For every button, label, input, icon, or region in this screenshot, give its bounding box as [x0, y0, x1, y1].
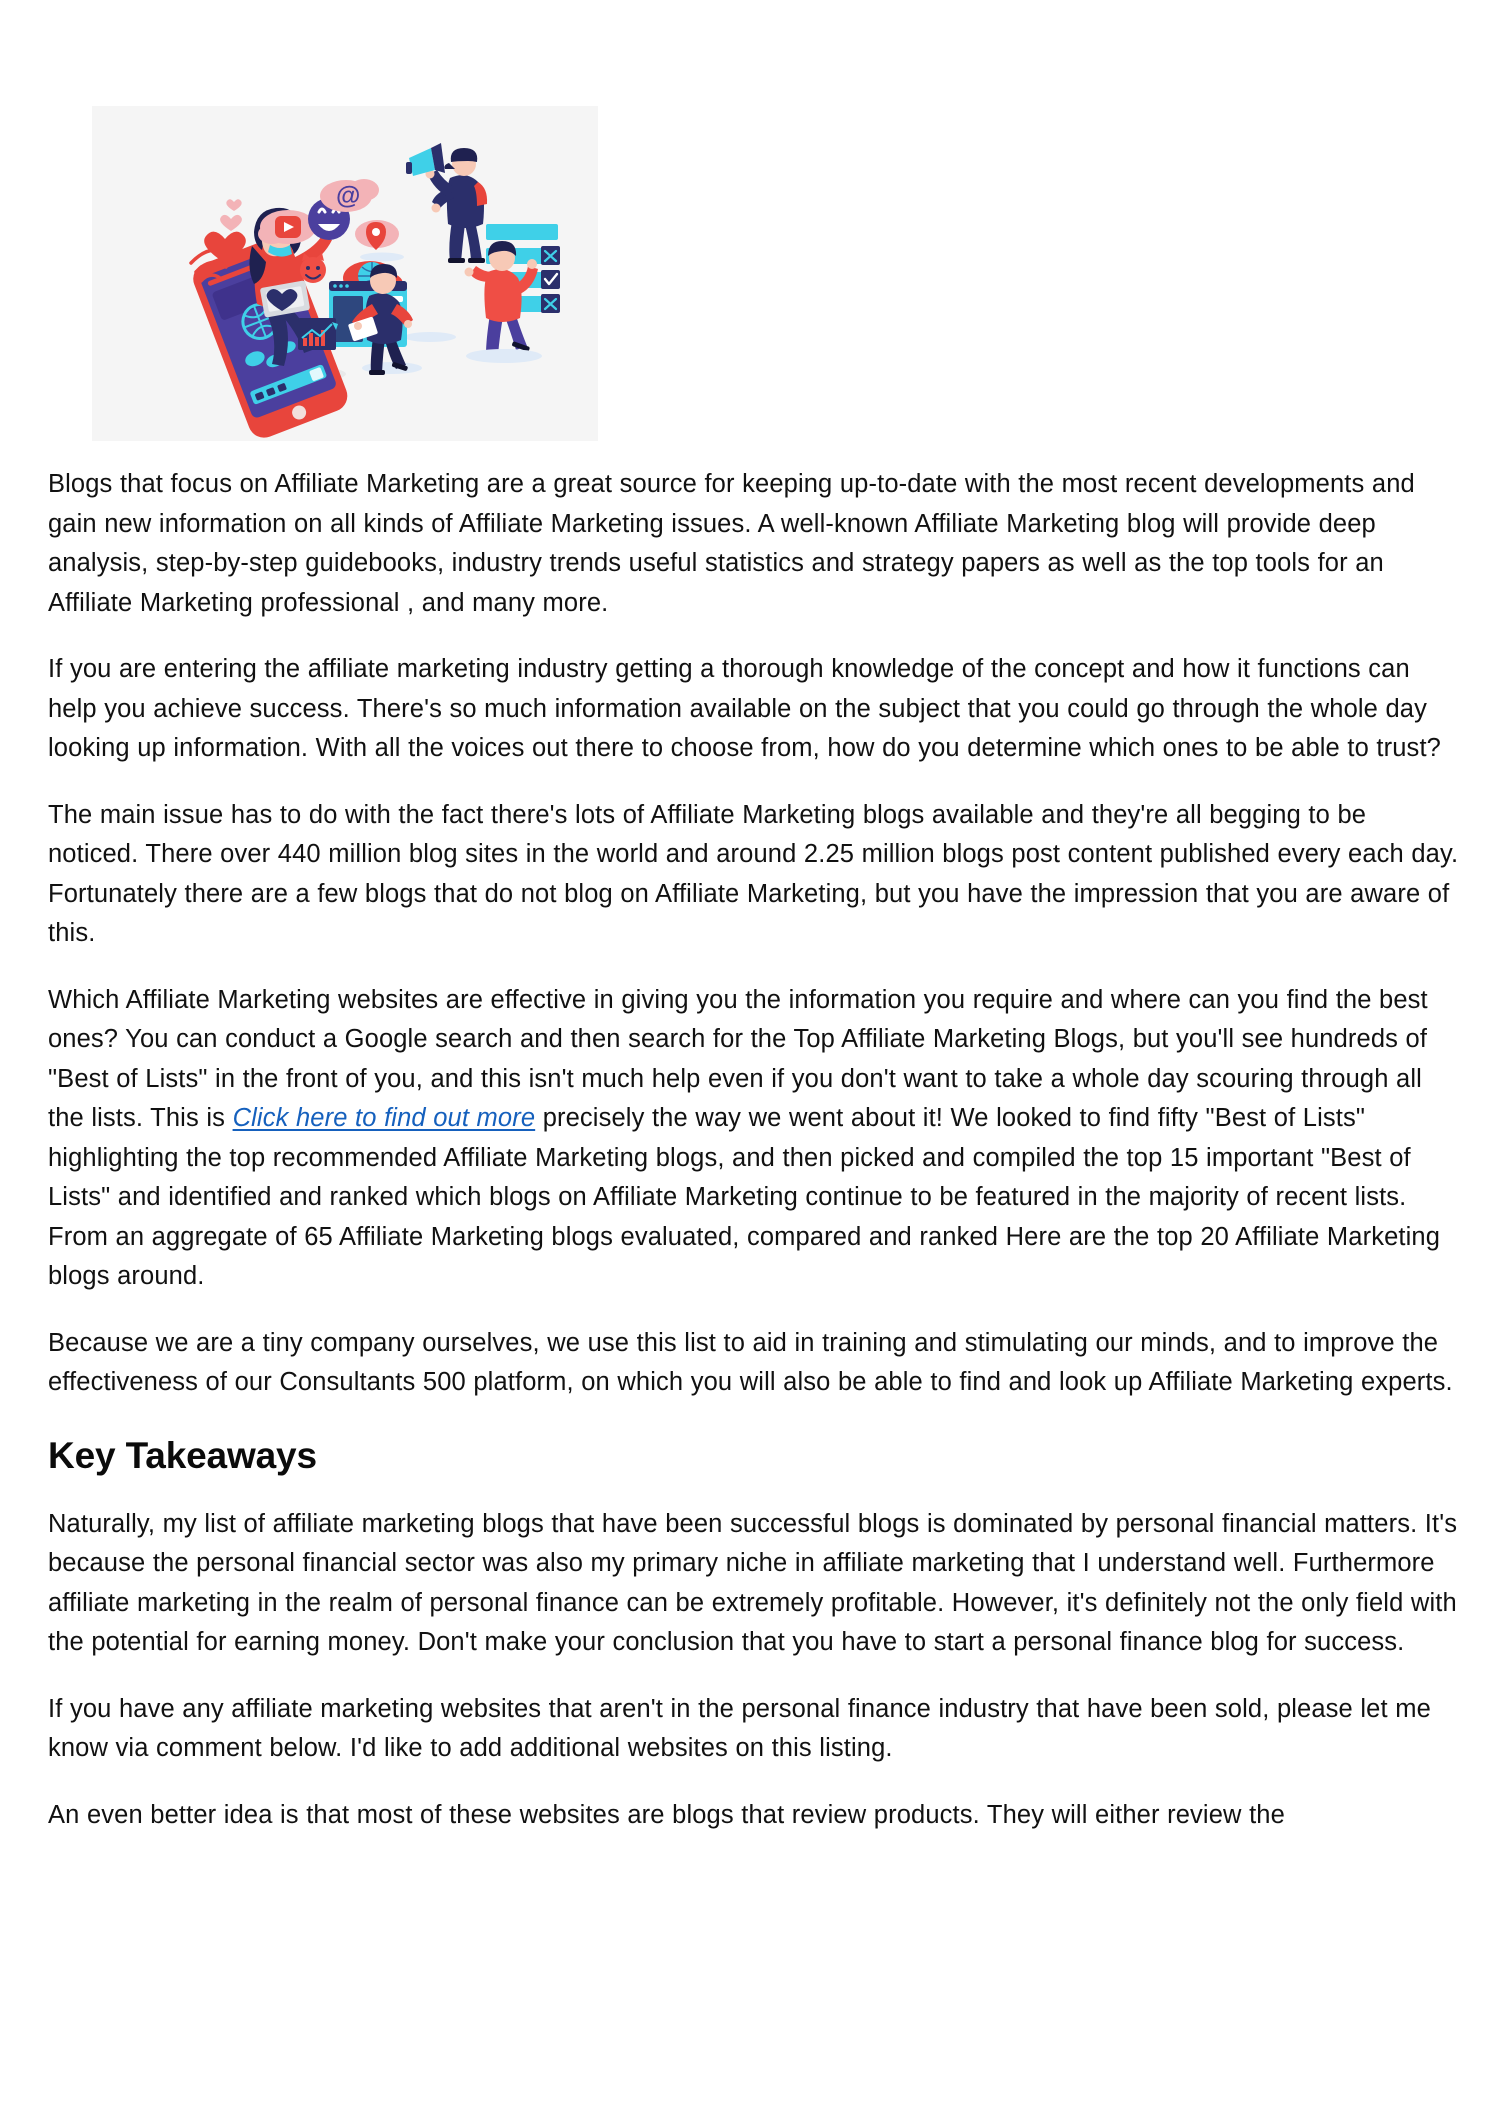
- hero-illustration: [92, 106, 598, 441]
- paragraph-4: [48, 981, 1463, 1297]
- social-media-illustration-graphic: [92, 106, 598, 441]
- paragraph-4-text-after-link: precisely the way we went about it! We looked to find fifty "Best of Lists" highlighting the top recommended Affiliate Marketing blogs, and then picked and compiled the top 15 important "Best of Lists" and identified and ranked which blogs on Affiliate Marketing continue to be featured in the majority of recent lists. From an aggregate of 65 Affiliate Marketing blogs evaluated, compared and ranked Here are the top 20 Affiliate Marketing blogs around.: [48, 1104, 1441, 1290]
- article-body: [48, 465, 1463, 1835]
- click-here-to-find-out-more-link[interactable]: Click here to find out more: [232, 1104, 536, 1132]
- paragraph-4-text-before-link: Which Affiliate Marketing websites are effective in giving you the information you require and where can you find the best ones? You can conduct a Google search and then search for the Top Affiliate Marketing Blogs, but you'll see hundreds of "Best of Lists" in the front of you, and this isn't much help even if you don't want to take a whole day scouring through all the lists. This is: [48, 985, 1428, 1132]
- paragraph-8: An even better idea is that most of these websites are blogs that review products. They will either review the: [48, 1800, 1285, 1829]
- paragraph-6: Naturally, my list of affiliate marketing blogs that have been successful blogs is dominated by personal financial matters. It's because the personal financial sector was also my primary niche in affiliate marketing that I understand well. Furthermore affiliate marketing in the realm of personal finance can be extremely profitable. However, it's definitely not the only field with the potential for earning money. Don't make your conclusion that you have to start a personal finance blog for success.: [48, 1509, 1458, 1656]
- paragraph-7: If you have any affiliate marketing websites that aren't in the personal finance industry that have been sold, please let me know via comment below. I'd like to add additional websites on this listing.: [48, 1694, 1431, 1762]
- key-takeaways-heading: Key Takeaways: [48, 1434, 317, 1476]
- paragraph-1: Blogs that focus on Affiliate Marketing are a great source for keeping up-to-date with the most recent developments and gain new information on all kinds of Affiliate Marketing issues. A well-known Affiliate Marketing blog will provide deep analysis, step-by-step guidebooks, industry trends useful statistics and strategy papers as well as the top tools for an Affiliate Marketing professional , and many more.: [48, 470, 1415, 617]
- paragraph-5: Because we are a tiny company ourselves, we use this list to aid in training and stimulating our minds, and to improve the effectiveness of our Consultants 500 platform, on which you will also be able to find and look up Affiliate Marketing experts.: [48, 1328, 1453, 1396]
- paragraph-2: If you are entering the affiliate marketing industry getting a thorough knowledge of the concept and how it functions can help you achieve success. There's so much information available on the subject that you could go through the whole day looking up information. With all the voices out there to choose from, how do you determine which ones to be able to trust?: [48, 655, 1441, 762]
- paragraph-3: The main issue has to do with the fact there's lots of Affiliate Marketing blogs available and they're all begging to be noticed. There over 440 million blog sites in the world and around 2.25 million blogs post content published every each day. Fortunately there are a few blogs that do not blog on Affiliate Marketing, but you have the impression that you are aware of this.: [48, 800, 1459, 947]
- svg-text:@: @: [336, 182, 361, 210]
